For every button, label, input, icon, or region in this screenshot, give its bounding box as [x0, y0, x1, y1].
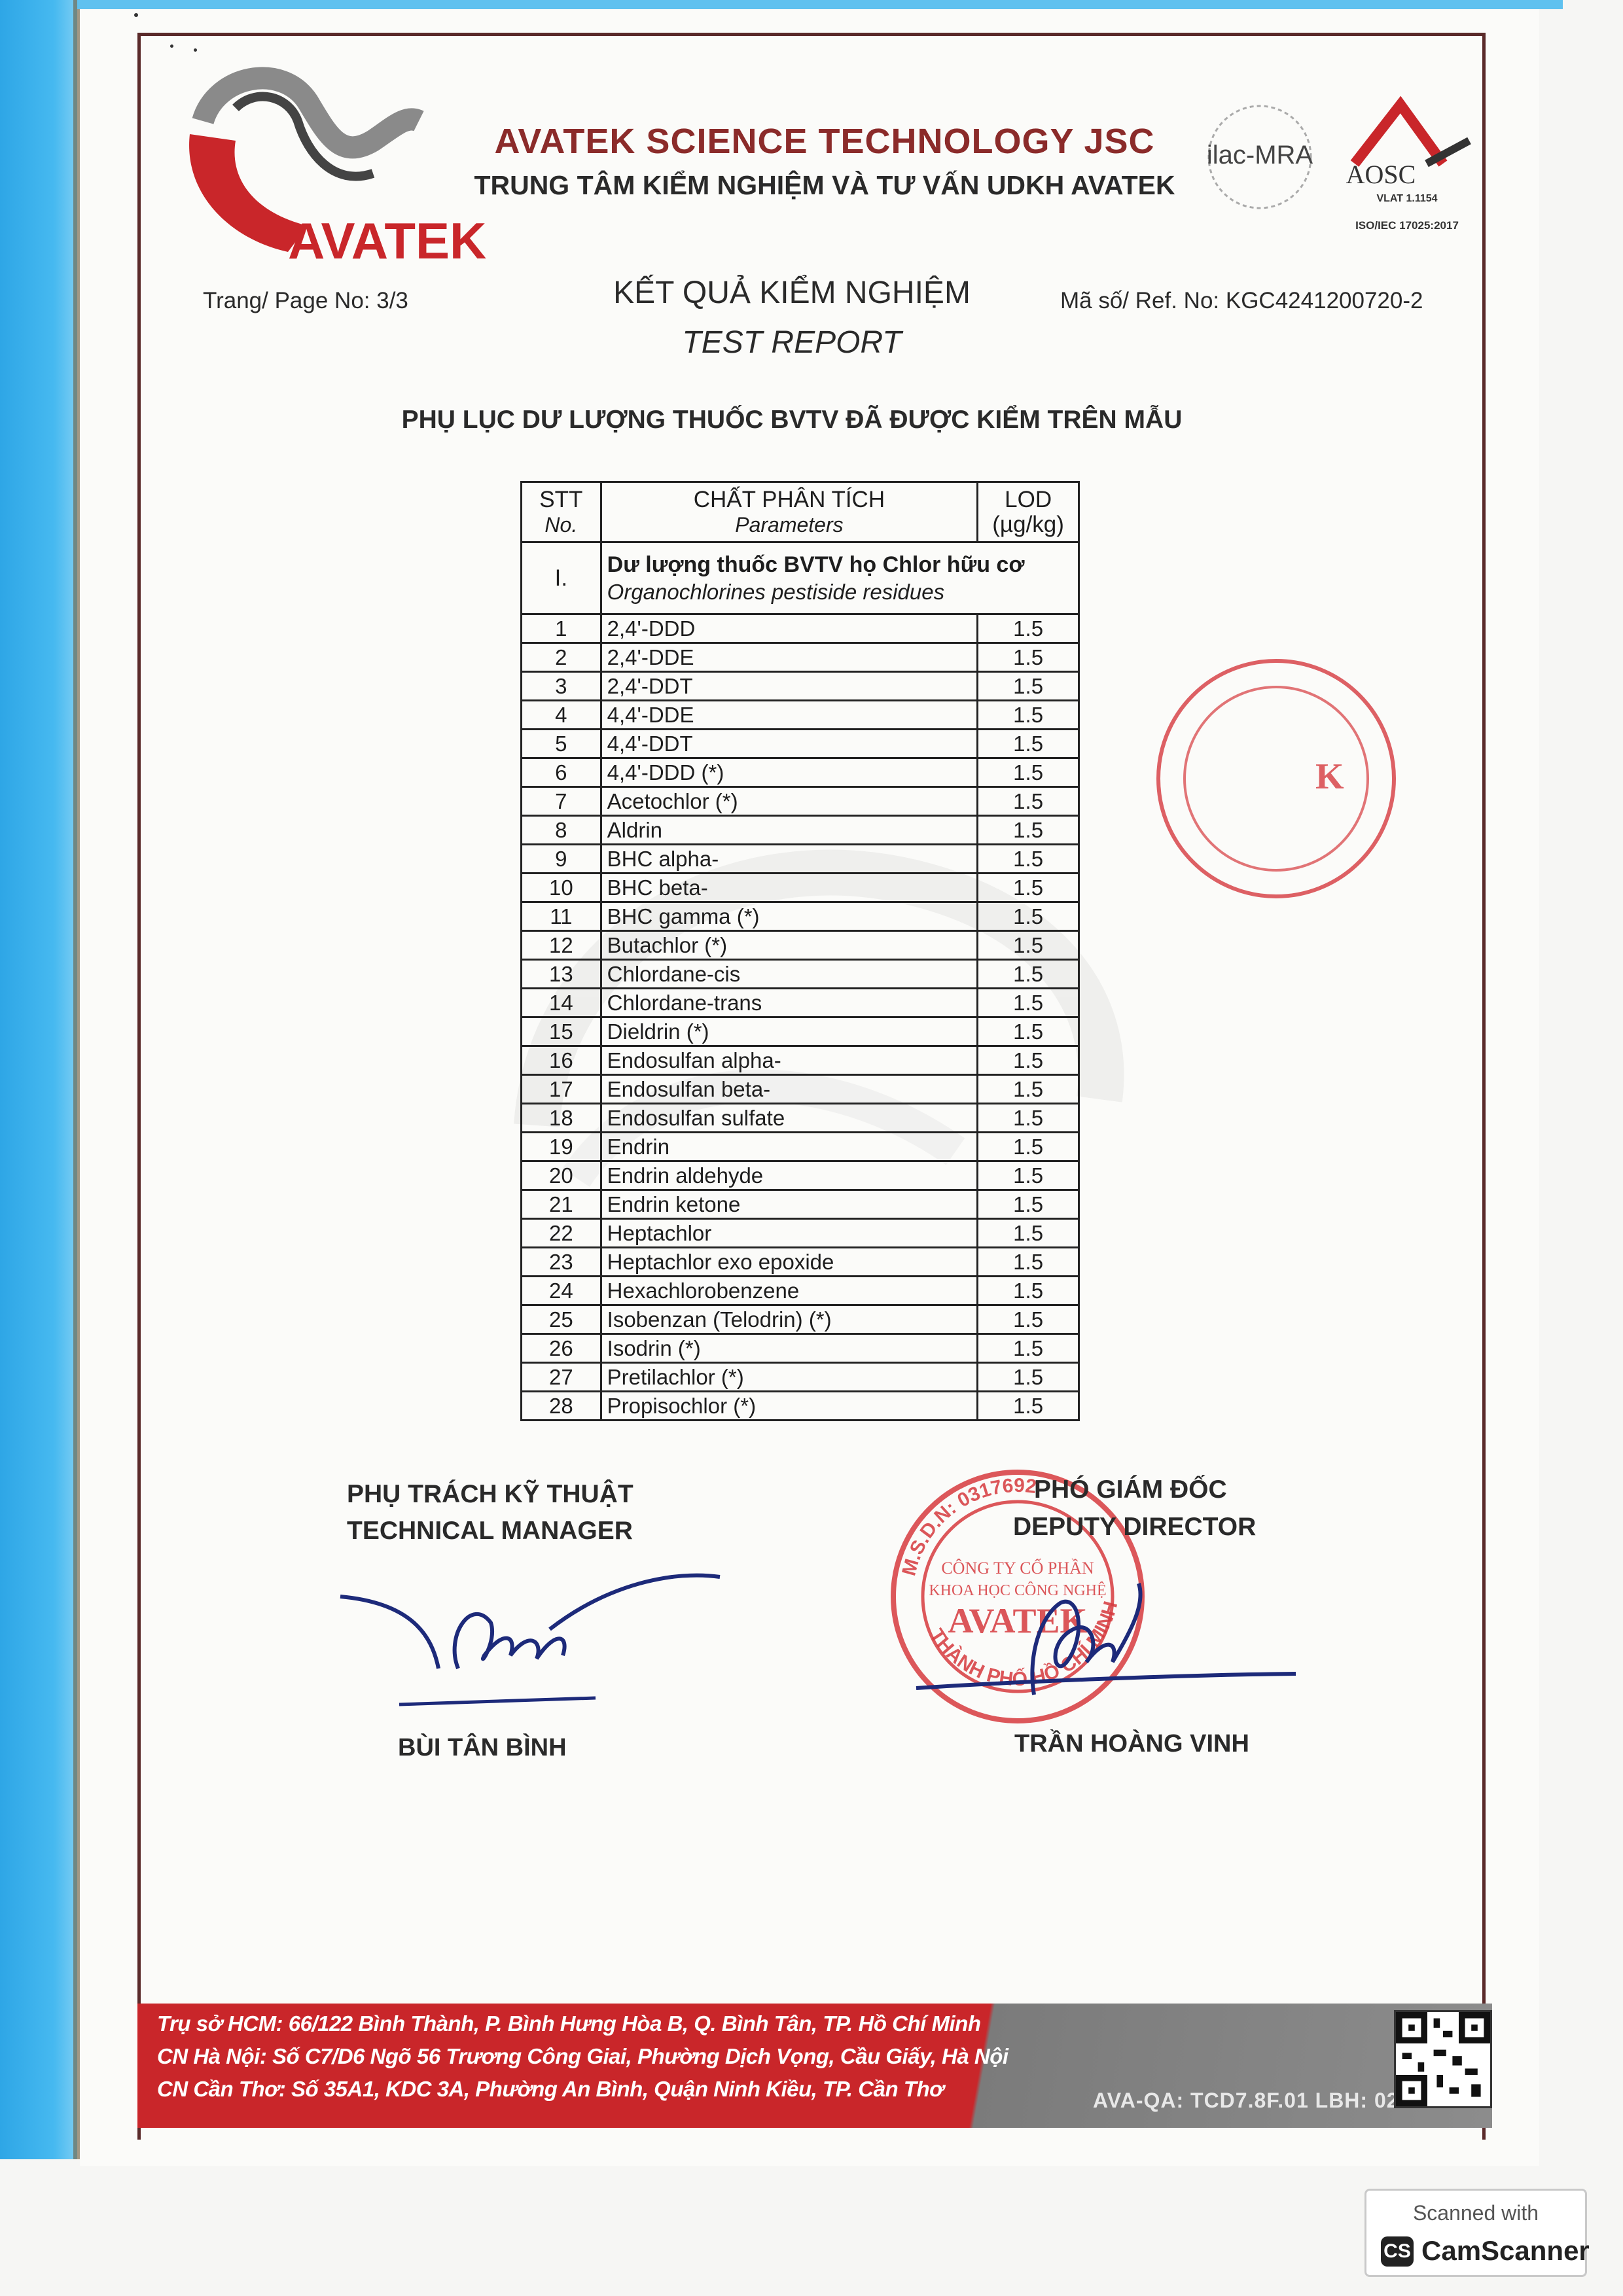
row-parameter: Pretilachlor (*): [601, 1363, 978, 1392]
row-number: 10: [522, 874, 601, 902]
row-number: 24: [522, 1277, 601, 1305]
table-row: [522, 1277, 1079, 1305]
svg-text:CÔNG TY CỔ PHẦN: CÔNG TY CỔ PHẦN: [941, 1559, 1094, 1578]
row-lod: 1.5: [978, 787, 1079, 816]
table-row: [522, 614, 1079, 643]
row-parameter: 2,4'-DDD: [601, 614, 978, 643]
ilac-text: ilac-MRA: [1206, 141, 1313, 169]
svg-text:AVATEK: AVATEK: [948, 1601, 1088, 1640]
row-parameter: 4,4'-DDD (*): [601, 758, 978, 787]
speck: [194, 48, 197, 52]
row-parameter: 2,4'-DDE: [601, 643, 978, 672]
row-number: 28: [522, 1392, 601, 1421]
row-lod: 1.5: [978, 1305, 1079, 1334]
row-parameter: Endrin aldehyde: [601, 1161, 978, 1190]
svg-text:KHOA HỌC CÔNG NGHỆ: KHOA HỌC CÔNG NGHỆ: [929, 1582, 1107, 1599]
row-parameter: Heptachlor: [601, 1219, 978, 1248]
table-row: [522, 816, 1079, 845]
row-lod: 1.5: [978, 1277, 1079, 1305]
row-number: 17: [522, 1075, 601, 1104]
row-parameter: BHC beta-: [601, 874, 978, 902]
row-lod: 1.5: [978, 758, 1079, 787]
row-lod: 1.5: [978, 816, 1079, 845]
table-row: [522, 845, 1079, 874]
row-parameter: Aldrin: [601, 816, 978, 845]
table-row: [522, 1305, 1079, 1334]
deputy-director-name: TRẦN HOÀNG VINH: [1014, 1730, 1249, 1757]
row-number: 25: [522, 1305, 601, 1334]
row-parameter: Isobenzan (Telodrin) (*): [601, 1305, 978, 1334]
row-lod: 1.5: [978, 1392, 1079, 1421]
speck: [170, 44, 173, 48]
scan-left-shadow: [73, 0, 80, 2159]
technical-manager-role-en: TECHNICAL MANAGER: [347, 1517, 633, 1545]
technical-manager-role-vn: PHỤ TRÁCH KỸ THUẬT: [347, 1480, 633, 1508]
header-lod: LOD (µg/kg): [978, 482, 1079, 542]
row-number: 9: [522, 845, 601, 874]
row-parameter: 2,4'-DDT: [601, 672, 978, 701]
results-table: [520, 481, 1080, 1421]
svg-text:K: K: [1315, 756, 1344, 797]
row-lod: 1.5: [978, 1133, 1079, 1161]
row-parameter: Dieldrin (*): [601, 1017, 978, 1046]
table-row: [522, 1190, 1079, 1219]
row-number: 4: [522, 701, 601, 730]
row-parameter: 4,4'-DDE: [601, 701, 978, 730]
row-number: 7: [522, 787, 601, 816]
row-lod: 1.5: [978, 1363, 1079, 1392]
company-name-en: AVATEK SCIENCE TECHNOLOGY JSC: [494, 122, 1155, 161]
row-number: 20: [522, 1161, 601, 1190]
row-number: 12: [522, 931, 601, 960]
svg-text:THÀNH PHỐ HỒ CHÍ MINH: THÀNH PHỐ HỒ CHÍ MINH: [925, 1598, 1122, 1691]
footer-address-cantho: CN Cần Thơ: Số 35A1, KDC 3A, Phường An Bình, Quận Ninh Kiều, TP. Cần Thơ: [157, 2077, 944, 2101]
table-row: [522, 902, 1079, 931]
table-row: [522, 1363, 1079, 1392]
row-number: 5: [522, 730, 601, 758]
svg-text:M.S.D.N: 0317692: M.S.D.N: 0317692: [898, 1474, 1038, 1578]
row-lod: 1.5: [978, 931, 1079, 960]
row-parameter: Chlordane-trans: [601, 989, 978, 1017]
ilac-mra-logo: [1198, 92, 1322, 222]
logo-text: AVATEK: [288, 212, 487, 270]
row-lod: 1.5: [978, 902, 1079, 931]
report-title-en: TEST REPORT: [682, 325, 902, 360]
row-lod: 1.5: [978, 989, 1079, 1017]
row-lod: 1.5: [978, 614, 1079, 643]
row-number: 21: [522, 1190, 601, 1219]
reference-number: Mã số/ Ref. No: KGC4241200720-2: [1060, 288, 1423, 313]
row-parameter: 4,4'-DDT: [601, 730, 978, 758]
row-parameter: Butachlor (*): [601, 931, 978, 960]
row-number: 6: [522, 758, 601, 787]
company-name-vn: TRUNG TÂM KIỂM NGHIỆM VÀ TƯ VẤN UDKH AVATEK: [474, 170, 1175, 200]
row-parameter: Endosulfan alpha-: [601, 1046, 978, 1075]
row-number: 15: [522, 1017, 601, 1046]
avatek-logo: [177, 62, 487, 272]
table-row: [522, 730, 1079, 758]
row-parameter: Acetochlor (*): [601, 787, 978, 816]
form-code: AVA-QA: TCD7.8F.01 LBH: 02: [1093, 2089, 1399, 2112]
row-number: 3: [522, 672, 601, 701]
scan-left-edge: [0, 0, 77, 2159]
aosc-text: AOSC: [1346, 160, 1416, 189]
qr-code[interactable]: [1394, 2010, 1492, 2108]
table-row: [522, 1248, 1079, 1277]
table-row: [522, 1334, 1079, 1363]
aosc-code: VLAT 1.1154: [1376, 193, 1438, 204]
row-number: 14: [522, 989, 601, 1017]
row-number: 2: [522, 643, 601, 672]
aosc-accreditation-logo: [1329, 92, 1486, 236]
row-parameter: Heptachlor exo epoxide: [601, 1248, 978, 1277]
row-lod: 1.5: [978, 1190, 1079, 1219]
row-number: 26: [522, 1334, 601, 1363]
row-parameter: BHC alpha-: [601, 845, 978, 874]
row-parameter: Endrin: [601, 1133, 978, 1161]
row-parameter: BHC gamma (*): [601, 902, 978, 931]
table-row: [522, 960, 1079, 989]
row-lod: 1.5: [978, 845, 1079, 874]
header-no: STT No.: [522, 482, 601, 542]
row-number: 13: [522, 960, 601, 989]
row-parameter: Chlordane-cis: [601, 960, 978, 989]
row-lod: 1.5: [978, 874, 1079, 902]
row-lod: 1.5: [978, 1017, 1079, 1046]
deputy-director-role-en: DEPUTY DIRECTOR: [1013, 1513, 1257, 1541]
row-lod: 1.5: [978, 1046, 1079, 1075]
deputy-director-role-vn: PHÓ GIÁM ĐỐC: [1034, 1475, 1227, 1504]
table-row: [522, 989, 1079, 1017]
table-row: [522, 672, 1079, 701]
table-row: [522, 1392, 1079, 1421]
table-row: [522, 701, 1079, 730]
row-number: 19: [522, 1133, 601, 1161]
table-row: [522, 874, 1079, 902]
row-number: 16: [522, 1046, 601, 1075]
group-row: [522, 542, 1079, 614]
table-row: [522, 1017, 1079, 1046]
row-lod: 1.5: [978, 730, 1079, 758]
row-parameter: Propisochlor (*): [601, 1392, 978, 1421]
table-row: [522, 1161, 1079, 1190]
row-lod: 1.5: [978, 960, 1079, 989]
iso-text: ISO/IEC 17025:2017: [1355, 219, 1459, 232]
group-number: I.: [522, 542, 601, 614]
footer-address-hanoi: CN Hà Nội: Số C7/D6 Ngõ 56 Trương Công Giai, Phường Dịch Vọng, Cầu Giấy, Hà Nội: [157, 2044, 1008, 2068]
table-row: [522, 787, 1079, 816]
table-header-row: [522, 482, 1079, 542]
table-row: [522, 758, 1079, 787]
table-row: [522, 1219, 1079, 1248]
camscanner-icon: CS: [1381, 2236, 1414, 2267]
row-lod: 1.5: [978, 672, 1079, 701]
row-lod: 1.5: [978, 701, 1079, 730]
row-parameter: Hexachlorobenzene: [601, 1277, 978, 1305]
table-row: [522, 1075, 1079, 1104]
row-number: 22: [522, 1219, 601, 1248]
row-number: 27: [522, 1363, 601, 1392]
row-parameter: Endrin ketone: [601, 1190, 978, 1219]
table-row: [522, 1046, 1079, 1075]
row-lod: 1.5: [978, 1075, 1079, 1104]
table-row: [522, 1104, 1079, 1133]
row-lod: 1.5: [978, 1334, 1079, 1363]
technical-manager-name: BÙI TÂN BÌNH: [398, 1734, 567, 1761]
camscanner-badge: [1364, 2189, 1590, 2277]
table-row: [522, 643, 1079, 672]
row-number: 1: [522, 614, 601, 643]
row-parameter: Isodrin (*): [601, 1334, 978, 1363]
side-seal-stamp: [1263, 648, 1394, 910]
footer-address-hcm: Trụ sở HCM: 66/122 Bình Thành, P. Bình Hưng Hòa B, Q. Bình Tân, TP. Hồ Chí Minh: [157, 2011, 981, 2036]
appendix-title: PHỤ LỤC DƯ LƯỢNG THUỐC BVTV ĐÃ ĐƯỢC KIỂM TRÊN MẪU: [401, 406, 1183, 434]
row-number: 23: [522, 1248, 601, 1277]
row-number: 18: [522, 1104, 601, 1133]
table-row: [522, 931, 1079, 960]
page-number: Trang/ Page No: 3/3: [203, 288, 408, 313]
row-number: 11: [522, 902, 601, 931]
row-parameter: Endosulfan beta-: [601, 1075, 978, 1104]
row-lod: 1.5: [978, 1104, 1079, 1133]
scan-top-edge: [77, 0, 1563, 9]
deputy-director-signature: [916, 1564, 1296, 1714]
scanner-name: CamScanner: [1421, 2235, 1590, 2266]
group-name: Dư lượng thuốc BVTV họ Chlor hữu cơ Organochlorines pestiside residues: [601, 542, 1079, 614]
table-row: [522, 1133, 1079, 1161]
row-lod: 1.5: [978, 1248, 1079, 1277]
row-number: 8: [522, 816, 601, 845]
row-parameter: Endosulfan sulfate: [601, 1104, 978, 1133]
row-lod: 1.5: [978, 1219, 1079, 1248]
row-lod: 1.5: [978, 1161, 1079, 1190]
row-lod: 1.5: [978, 643, 1079, 672]
report-title-vn: KẾT QUẢ KIỂM NGHIỆM: [613, 275, 971, 310]
technical-manager-signature: [334, 1557, 726, 1714]
speck: [134, 13, 138, 17]
header-parameters: CHẤT PHÂN TÍCH Parameters: [601, 482, 978, 542]
scanner-caption: Scanned with: [1412, 2201, 1539, 2225]
